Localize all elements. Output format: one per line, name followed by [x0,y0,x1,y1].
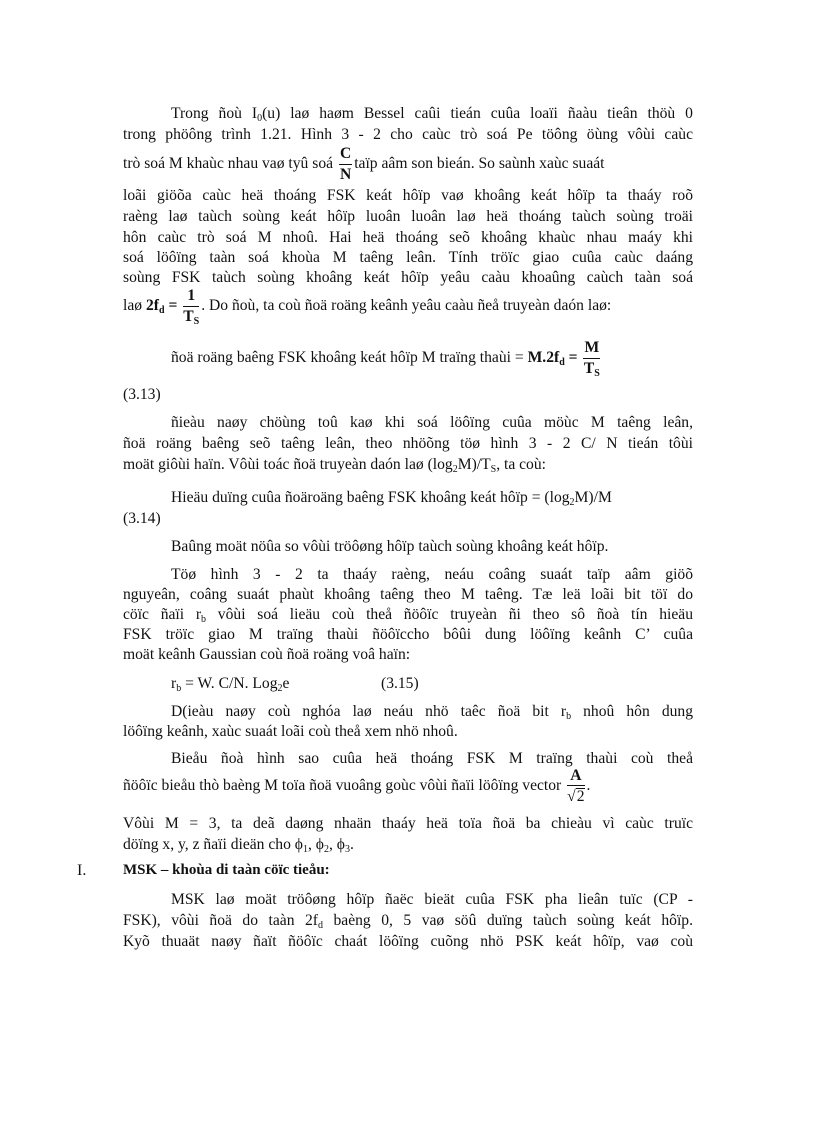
paragraph-1-line-1: Trong ñoù $I_0(u)$ laø haøm Bessel caûi tieán cuûa loaïi ñaàu tieân thöù 0 [171,105,693,124]
paragraph-1-line-7: soá löôïng taàn soá khoùa M taêng leân. Tính tröïc giao cuûa caùc daáng [123,249,693,266]
paragraph-3-line-3: cöïc ñaïi $r_b$ vôùi soá lieäu coù theå ñöôïc truyeàn ñi theo sô ñoà tín hieäu [123,606,693,625]
paragraph-6-line-2: FSK), vôùi ñoä do taàn $2f_d$ baèng 0, 5 vaø söû duïng taùch soùng keát hôïp. [123,912,693,931]
paragraph-6-line-3: Kyõ thuaät naøy ñaït ñöôïc chaát löôïng cuõng nhö PSK keát hôïp, vaø coù [123,933,693,950]
equation-3-13: ñoä roäng baêng FSK khoâng keát hôïp M traïng thaùi = $M.2f_d$ = $\frac{M}{T_S}$ [171,339,600,379]
paragraph-1-line-6: hôn caùc trò soá M nhoû. Hai heä thoáng seõ khoâng khaùc nhau maáy khi [123,229,693,246]
paragraph-6-line-1: MSK laø moät tröôøng hôïp ñaëc bieät cuûa FSK pha lieân tuïc (CP - [171,891,693,908]
paragraph-5-line-4: döïng x, y, z ñaïi dieän cho $\phi_1$, $\phi_2$, $\phi_3$. [123,836,354,855]
m-over-ts-fraction: $\frac{M}{T_S}$ [583,339,600,379]
paragraph-3-line-4: FSK tröïc giao M traïng thaùi ñöôïccho bôûi dung löôïng keânh C’ cuûa [123,626,693,643]
paragraph-1-line-4: loãi giöõa caùc heä thoáng FSK keát hôïp vaø khoâng keát hôïp ta thaáy roõ [123,187,693,204]
note-line: Baûng moät nöûa so vôùi tröôøng hôïp taùch soùng khoâng keát hôïp. [171,538,609,555]
paragraph-3-line-1: Töø hình 3 - 2 ta thaáy raèng, neáu coâng suaát taïp aâm giöõ [171,566,693,583]
paragraph-5-line-1: Bieåu ñoà hình sao cuûa heä thoáng FSK M traïng thaùi coù theå [171,750,693,767]
paragraph-4-line-1: D(ieàu naøy coù nghóa laø neáu nhö taêc ñoä bit $r_b$ nhoû hôn dung [171,703,693,722]
paragraph-1-line-5: raèng laø taùch soùng keát hôïp luoân luoân laø heä thoáng taùch soùng troäi [123,208,693,225]
equation-3-13-label: (3.13) [123,386,161,403]
equation-3-14: Hieäu duïng cuûa ñoäroäng baêng FSK khoâng keát hôïp = $(\log_2M)/M$ [171,489,612,508]
paragraph-5-line-2: ñöôïc bieåu thò baèng M toïa ñoä vuoâng goùc vôùi ñaïi löôïng vector $\frac{A}{√2}$ . [123,766,591,806]
a-over-root-2-fraction: $\frac{A}{√2}$ [567,766,585,806]
one-over-ts-fraction: $\frac{1}{T_S}$ [183,287,200,327]
paragraph-4-line-2: löôïng keânh, xaùc suaát loãi coù theå xem nhö nhoû. [123,723,458,740]
paragraph-3-line-2: nguyeân, coâng suaát phaùt khoâng taêng theo M taêng. Tæ leä loãi bit töï do [123,586,693,603]
paragraph-1-line-8: soùng FSK taùch soùng khoâng keát hôïp yeâu caàu khoaûng caùch taàn soá [123,269,693,286]
paragraph-2-line-1: ñieàu naøy chöùng toû kaø khi soá löôïng cuûa möùc M taêng leân, [171,414,693,431]
paragraph-3-line-5: moät keânh Gaussian coù ñoä roäng voâ haïn: [123,646,411,663]
m-2fd-term: $M.2f_d$ = [527,349,578,368]
equation-3-15-label: (3.15) [381,675,419,692]
paragraph-5-line-3: Vôùi M = 3, ta deã daøng nhaän thaáy heä toïa ñoä ba chieàu vì caùc truïc [123,815,693,832]
two-fd-term: $2f_d$ = [145,297,178,316]
section-number: I. [77,862,87,879]
section-heading: MSK – khoùa di taàn cöïc tieåu: [123,862,330,878]
paragraph-2-line-3: moät giôùi haïn. Vôùi toác ñoä truyeàn daón laø $(\log_2M)/T_S$, ta coù: [123,456,546,475]
paragraph-1-line-3: trò soá M khaùc nhau vaø tyû soá $\frac{C}{N}$ taïp aâm son bieán. So saùnh xaùc suaát [123,145,605,183]
paragraph-2-line-2: ñoä roäng baêng seõ taêng leân, theo nhöõng töø hình 3 - 2 C/ N tieán tôùi [123,435,693,452]
equation-3-14-label: (3.14) [123,510,161,527]
equation-3-15: $r_b = W$. C/N. Log$_2$e (3.15) [171,675,419,694]
c-over-n-fraction: $\frac{C}{N}$ [339,145,352,183]
paragraph-1-line-2: trong phöông trình 1.21. Hình 3 - 2 cho caùc trò soá Pe töông öùng vôùi caùc [123,126,693,143]
paragraph-1-line-9: laø $2f_d$ = $\frac{1}{T_S}$ . Do ñoù, ta coù ñoä roäng keânh yeâu caàu ñeå truyeàn daón laø: [123,287,612,327]
